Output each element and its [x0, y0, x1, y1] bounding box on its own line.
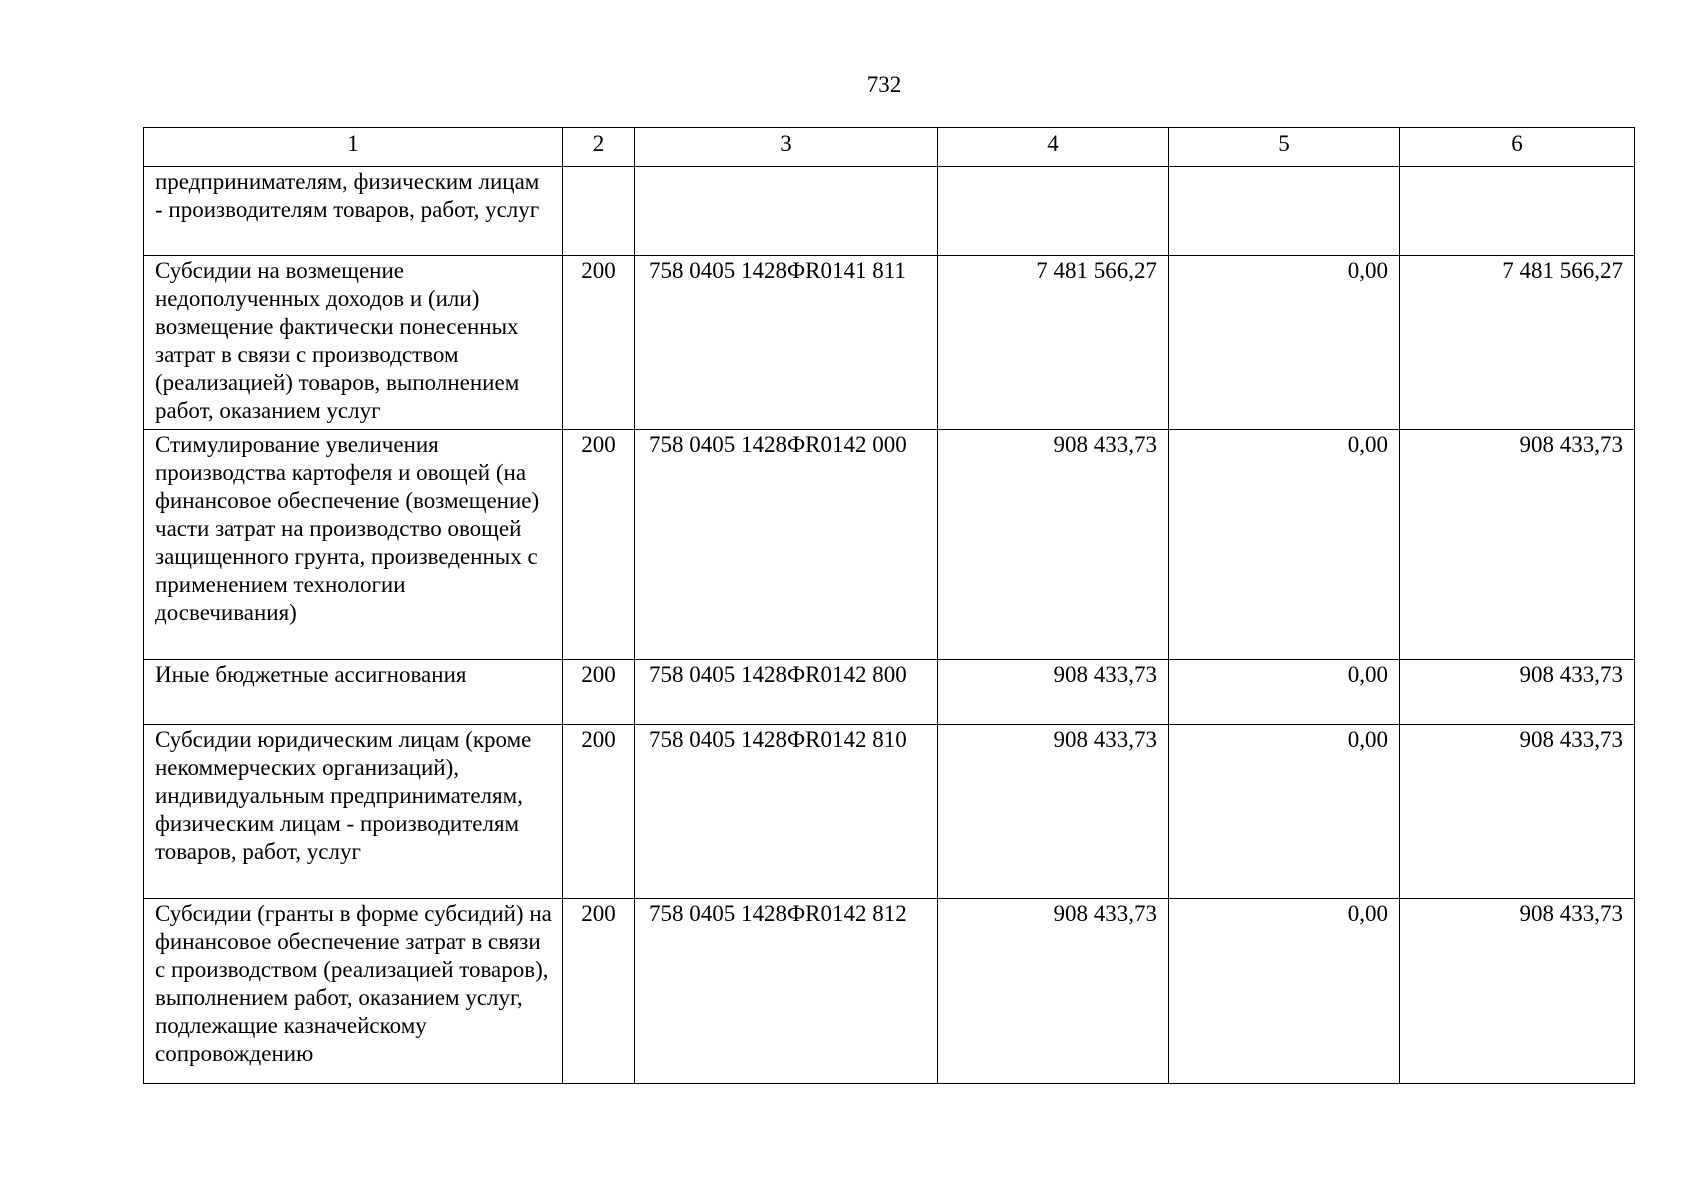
row-total-amount: 908 433,73 — [1400, 430, 1635, 660]
table-row — [144, 430, 1635, 660]
column-header: 6 — [1400, 128, 1635, 167]
row-admin-code: 200 — [563, 725, 635, 899]
row-name: Субсидии на возмещение недополученных доходов и (или) возмещение фактически понесенных затрат в связи с производством (реализацией) товаров, выполнением работ, оказанием услуг — [144, 256, 563, 430]
row-total-amount: 908 433,73 — [1400, 660, 1635, 725]
budget-table — [143, 127, 1635, 1084]
row-budget-code: 758 0405 1428ФR0142 000 — [635, 430, 938, 660]
row-total-amount: 908 433,73 — [1400, 725, 1635, 899]
row-name: Иные бюджетные ассигнования — [144, 660, 563, 725]
row-plan-amount: 908 433,73 — [938, 899, 1169, 1084]
row-plan-amount: 7 481 566,27 — [938, 256, 1169, 430]
row-change-amount: 0,00 — [1169, 899, 1400, 1084]
table-row — [144, 256, 1635, 430]
row-change-amount — [1169, 167, 1400, 256]
row-admin-code: 200 — [563, 899, 635, 1084]
row-budget-code: 758 0405 1428ФR0142 810 — [635, 725, 938, 899]
row-plan-amount: 908 433,73 — [938, 660, 1169, 725]
row-admin-code: 200 — [563, 660, 635, 725]
row-name: Субсидии юридическим лицам (кроме некоммерческих организаций), индивидуальным предпринимателям, физическим лицам - производителям товаров, работ, услуг — [144, 725, 563, 899]
row-budget-code — [635, 167, 938, 256]
row-budget-code: 758 0405 1428ФR0141 811 — [635, 256, 938, 430]
table-row — [144, 660, 1635, 725]
row-plan-amount — [938, 167, 1169, 256]
column-header: 4 — [938, 128, 1169, 167]
row-admin-code: 200 — [563, 430, 635, 660]
row-plan-amount: 908 433,73 — [938, 725, 1169, 899]
row-total-amount: 908 433,73 — [1400, 899, 1635, 1084]
column-header: 3 — [635, 128, 938, 167]
table-header-row — [144, 128, 1635, 167]
row-name: предпринимателям, физическим лицам - производителям товаров, работ, услуг — [144, 167, 563, 256]
column-header: 2 — [563, 128, 635, 167]
row-budget-code: 758 0405 1428ФR0142 800 — [635, 660, 938, 725]
column-header: 1 — [144, 128, 563, 167]
row-name: Субсидии (гранты в форме субсидий) на финансовое обеспечение затрат в связи с производством (реализацией товаров), выполнением работ, оказанием услуг, подлежащие казначейскому сопровождению — [144, 899, 563, 1084]
table-row — [144, 725, 1635, 899]
row-change-amount: 0,00 — [1169, 256, 1400, 430]
row-change-amount: 0,00 — [1169, 430, 1400, 660]
column-header: 5 — [1169, 128, 1400, 167]
row-name: Стимулирование увеличения производства картофеля и овощей (на финансовое обеспечение (возмещение) части затрат на производство овощей защищенного грунта, произведенных с применением технологии досвечивания) — [144, 430, 563, 660]
row-admin-code — [563, 167, 635, 256]
page-number: 732 — [866, 72, 902, 97]
row-admin-code: 200 — [563, 256, 635, 430]
table-row — [144, 899, 1635, 1084]
row-change-amount: 0,00 — [1169, 660, 1400, 725]
row-total-amount — [1400, 167, 1635, 256]
row-plan-amount: 908 433,73 — [938, 430, 1169, 660]
row-total-amount: 7 481 566,27 — [1400, 256, 1635, 430]
row-budget-code: 758 0405 1428ФR0142 812 — [635, 899, 938, 1084]
row-change-amount: 0,00 — [1169, 725, 1400, 899]
table-row — [144, 167, 1635, 256]
